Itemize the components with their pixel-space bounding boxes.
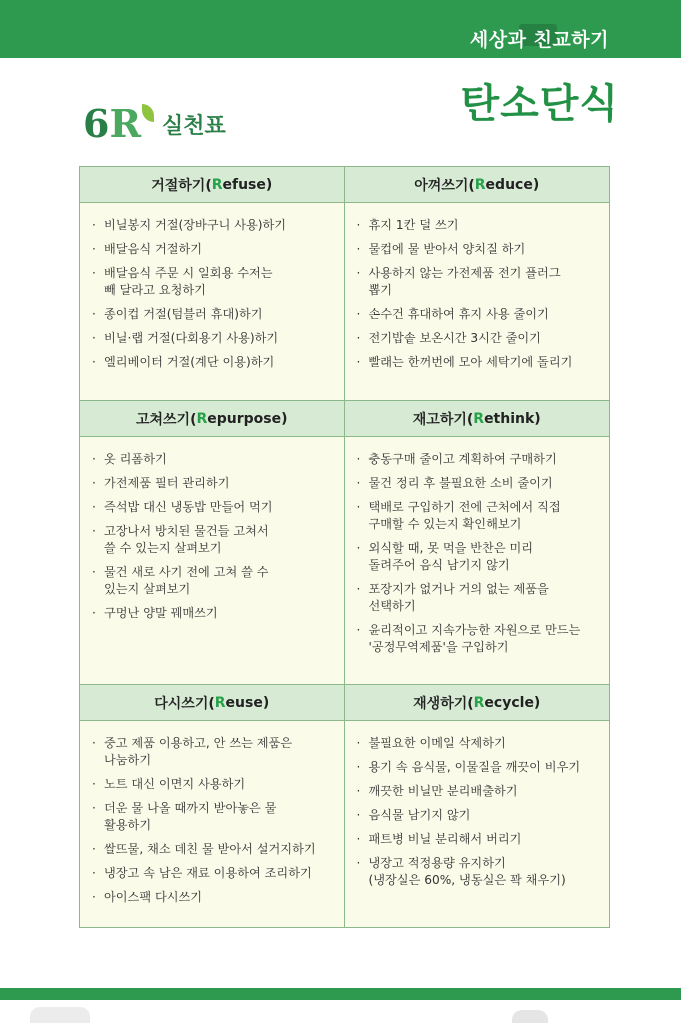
bullet-icon: · [92,606,96,620]
bullet-icon: · [356,760,361,774]
bullet-icon: · [92,355,96,369]
item-text: 윤리적이고 지속가능한 자원으로 만드는 '공정무역제품'을 구입하기 [368,623,581,654]
series-title: 세상과 친교하기 [469,29,609,51]
item-text: 냉장고 적정용량 유지하기 (냉장실은 60%, 냉동실은 꽉 채우기) [368,856,566,887]
section-list [345,721,610,896]
item-text: 가전제품 필터 관리하기 [104,476,230,490]
section-header [80,685,344,721]
section-reduce [345,167,610,401]
item-text: 쌀뜨물, 채소 데친 물 받아서 설거지하기 [104,842,316,856]
section-title-rest: educe) [485,176,540,193]
bullet-icon: · [356,476,361,490]
section-title-letter: R [474,176,486,193]
section-title-letter: R [196,410,208,427]
bullet-icon: · [92,500,96,514]
bullet-icon: · [356,242,361,256]
bullet-icon: · [356,500,361,514]
list-item [357,855,598,889]
list-item [357,475,598,492]
list-item [357,241,598,258]
bullet-icon: · [92,266,96,280]
item-text: 사용하지 않는 가전제품 전기 플러그 뽑기 [368,266,561,297]
item-text: 비닐봉지 거절(장바구니 사용)하기 [104,218,287,232]
list-item [92,735,332,769]
bullet-icon: · [356,266,361,280]
list-item [92,217,332,234]
section-reuse [80,685,345,927]
list-item [357,217,598,234]
list-item [92,265,332,299]
list-item [92,564,332,598]
section-title-letter: R [211,176,223,193]
list-item [357,759,598,776]
bottom-banner [0,988,681,1000]
item-text: 물컵에 물 받아서 양치질 하기 [368,242,526,256]
item-text: 외식할 때, 못 먹을 반찬은 미리 돌려주어 음식 남기지 않기 [368,541,534,572]
list-item [92,865,332,882]
item-text: 옷 리폼하기 [104,452,167,466]
item-text: 패트병 비닐 분리해서 버리기 [368,832,522,846]
list-item [357,306,598,323]
section-list [80,437,344,629]
bullet-icon: · [356,218,361,232]
list-item [92,330,332,347]
list-item [92,889,332,906]
section-refuse [80,167,345,401]
item-text: 종이컵 거절(텀블러 휴대)하기 [104,307,263,321]
bullet-icon: · [92,242,96,256]
section-title-rest: efuse) [222,176,273,193]
section-repurpose [80,401,345,685]
item-text: 더운 물 나올 때까지 받아놓은 물 활용하기 [104,801,277,832]
item-text: 택배로 구입하기 전에 근처에서 직접 구매할 수 있는지 확인해보기 [368,500,561,531]
section-header [345,167,610,203]
list-item [92,306,332,323]
item-text: 전기밥솥 보온시간 3시간 줄이기 [368,331,541,345]
bullet-icon: · [356,331,361,345]
list-item [92,605,332,622]
list-item [92,499,332,516]
item-text: 빨래는 한꺼번에 모아 세탁기에 돌리기 [368,355,573,369]
bullet-icon: · [92,307,96,321]
bullet-icon: · [356,856,361,870]
list-item [357,499,598,533]
bullet-icon: · [92,524,96,538]
section-rethink [345,401,610,685]
section-title-rest: ecycle) [484,694,541,711]
list-item [92,241,332,258]
item-text: 물건 새로 사기 전에 고쳐 쓸 수 있는지 살펴보기 [104,565,269,596]
list-item [92,523,332,557]
bullet-icon: · [92,565,96,579]
item-text: 비닐·랩 거절(다회용기 사용)하기 [104,331,279,345]
list-item [357,622,598,656]
bullet-icon: · [356,784,361,798]
section-header [345,401,610,437]
item-text: 구멍난 양말 꿰매쓰기 [104,606,218,620]
section-title-rest: epurpose) [207,410,288,427]
list-item [92,841,332,858]
list-item [92,475,332,492]
bullet-icon: · [92,452,96,466]
list-item [357,354,598,371]
section-recycle [345,685,610,927]
bullet-icon: · [356,808,361,822]
practice-table [79,166,610,928]
brand-subtitle: 실천표 [162,114,226,139]
list-item [357,540,598,574]
section-list [345,203,610,378]
section-title-rest: ethink) [484,410,541,427]
section-title-ko: 고쳐쓰기( [135,411,197,428]
brand-logo [83,100,226,144]
section-list [80,721,344,913]
list-item [357,783,598,800]
list-item [357,581,598,615]
brand-mark-r: R [109,101,142,146]
section-header [80,401,344,437]
bullet-icon: · [356,832,361,846]
bullet-icon: · [356,307,361,321]
item-text: 깨끗한 비닐만 분리배출하기 [368,784,518,798]
section-list [80,203,344,378]
bullet-icon: · [92,218,96,232]
item-text: 포장지가 없거나 거의 없는 제품을 선택하기 [368,582,549,613]
section-title-letter: R [473,694,485,711]
section-title-letter: R [473,410,485,427]
bullet-icon: · [356,623,361,637]
list-item [357,807,598,824]
bullet-icon: · [356,355,361,369]
item-text: 배달음식 주문 시 일회용 수저는 빼 달라고 요청하기 [104,266,273,297]
item-text: 용기 속 음식물, 이물질을 깨끗이 비우기 [368,760,581,774]
section-title-letter: R [214,694,226,711]
section-title-ko: 재생하기( [413,695,474,712]
bullet-icon: · [356,541,361,555]
item-text: 노트 대신 이면지 사용하기 [104,777,246,791]
bullet-icon: · [356,582,361,596]
item-text: 즉석밥 대신 냉동밥 만들어 먹기 [104,500,273,514]
item-text: 중고 제품 이용하고, 안 쓰는 제품은 나눔하기 [104,736,293,767]
item-text: 물건 정리 후 불필요한 소비 줄이기 [368,476,553,490]
bullet-icon: · [356,452,361,466]
item-text: 음식물 남기지 않기 [368,808,471,822]
section-title-ko: 재고하기( [412,411,474,428]
list-item [357,735,598,752]
bullet-icon: · [92,842,96,856]
list-item [357,831,598,848]
item-text: 냉장고 속 남은 재료 이용하여 조리하기 [104,866,312,880]
bullet-icon: · [92,866,96,880]
section-header [345,685,610,721]
bullet-icon: · [92,777,96,791]
list-item [357,265,598,299]
bullet-icon: · [92,476,96,490]
section-title-ko: 아껴쓰기( [414,177,475,194]
section-title-ko: 거절하기( [151,177,212,194]
section-title-rest: euse) [225,694,270,711]
list-item [92,451,332,468]
section-header [80,167,344,203]
nav-button[interactable] [30,1007,90,1023]
item-text: 휴지 1칸 덜 쓰기 [368,218,459,232]
bullet-icon: · [92,331,96,345]
page-title: 탄소단식 [460,81,619,127]
section-list [345,437,610,663]
list-item [92,800,332,834]
list-item [357,330,598,347]
bullet-icon: · [92,736,96,750]
bullet-icon: · [92,801,96,815]
nav-button[interactable] [512,1010,548,1023]
brand-mark [83,101,142,146]
item-text: 손수건 휴대하여 휴지 사용 줄이기 [368,307,549,321]
leaf-icon [142,104,154,122]
item-text: 불필요한 이메일 삭제하기 [368,736,506,750]
item-text: 엘리베이터 거절(계단 이용)하기 [104,355,275,369]
list-item [92,354,332,371]
item-text: 고장나서 방치된 물건들 고쳐서 쓸 수 있는지 살펴보기 [104,524,269,555]
list-item [357,451,598,468]
bullet-icon: · [92,890,96,904]
item-text: 배달음식 거절하기 [104,242,203,256]
list-item [92,776,332,793]
section-title-ko: 다시쓰기( [154,695,215,712]
bullet-icon: · [356,736,361,750]
item-text: 충동구매 줄이고 계획하여 구매하기 [368,452,557,466]
item-text: 아이스팩 다시쓰기 [104,890,203,904]
brand-mark-six: 6 [83,101,110,146]
